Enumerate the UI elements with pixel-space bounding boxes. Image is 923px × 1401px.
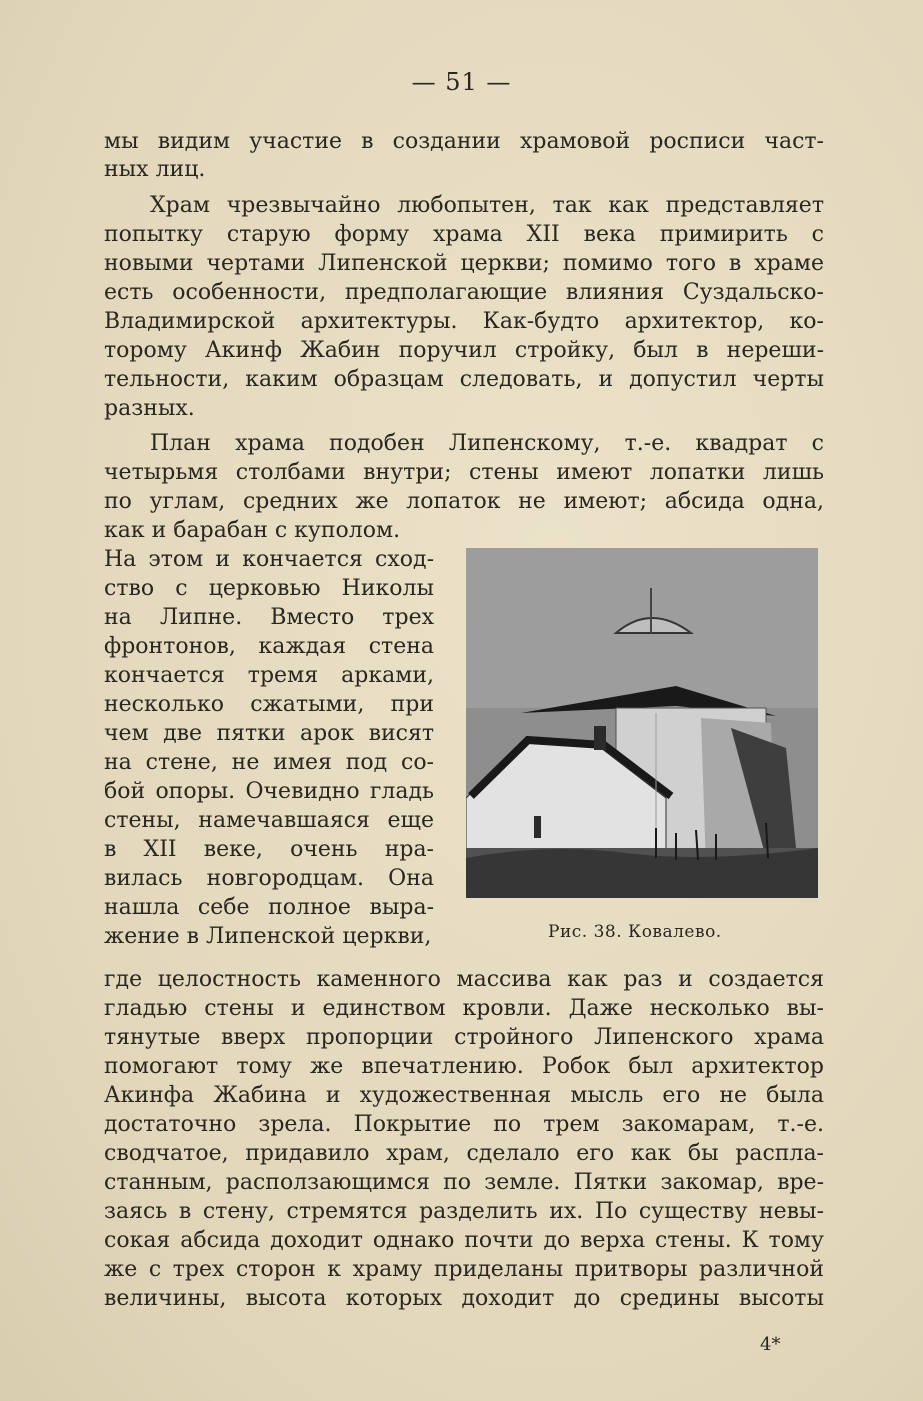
figure-caption: Рис. 38. Ковалево.	[548, 922, 722, 942]
text-line: по углам, средних же лопаток не имеют; абсида одна,	[104, 489, 824, 514]
text-line: Владимирской архитектуры. Как-будто архитектор, ко-	[104, 309, 824, 334]
text-line: где целостность каменного массива как раз и создается	[104, 967, 824, 992]
church-photograph	[466, 548, 818, 898]
text-line: На этом и кончается сход-	[104, 547, 434, 572]
text-line: на стене, не имея под со-	[104, 750, 434, 775]
text-line: Акинфа Жабина и художественная мысль его не была	[104, 1083, 824, 1108]
text-line: ных лиц.	[104, 157, 206, 182]
text-line: стены, намечавшаяся еще	[104, 808, 434, 833]
text-line: на Липне. Вместо трех	[104, 605, 434, 630]
page-number: — 51 —	[411, 68, 512, 96]
text-line: сводчатое, придавило храм, сделало его как бы распла-	[104, 1141, 824, 1166]
text-line: же с трех сторон к храму приделаны притворы различной	[104, 1257, 824, 1282]
text-line: План храма подобен Липенскому, т.-е. квадрат с	[150, 431, 824, 456]
text-line: несколько сжатыми, при	[104, 692, 434, 717]
text-line: торому Акинф Жабин поручил стройку, был в нереши-	[104, 338, 824, 363]
signature-mark: 4*	[760, 1334, 781, 1355]
text-line: тянутые вверх пропорции стройного Липенского храма	[104, 1025, 824, 1050]
text-line: сокая абсида доходит однако почти до верха стены. К тому	[104, 1228, 824, 1253]
text-line: есть особенности, предполагающие влияния Суздальско-	[104, 280, 824, 305]
text-line: ство с церковью Николы	[104, 576, 434, 601]
text-line: попытку старую форму храма XII века примирить с	[104, 222, 824, 247]
text-line: тельности, каким образцам следовать, и допустил черты	[104, 367, 824, 392]
text-line: вилась новгородцам. Она	[104, 866, 434, 891]
text-line: гладью стены и единством кровли. Даже несколько вы-	[104, 996, 824, 1021]
text-line: бой опоры. Очевидно гладь	[104, 779, 434, 804]
text-line: помогают тому же впечатлению. Робок был архитектор	[104, 1054, 824, 1079]
text-line: кончается тремя арками,	[104, 663, 434, 688]
church-illustration	[466, 548, 818, 898]
text-line: Храм чрезвычайно любопытен, так как представляет	[150, 193, 824, 218]
text-line: разных.	[104, 396, 195, 421]
text-line: фронтонов, каждая стена	[104, 634, 434, 659]
text-line: четырьмя столбами внутри; стены имеют лопатки лишь	[104, 460, 824, 485]
text-line: как и барабан с куполом.	[104, 518, 401, 543]
text-line: достаточно зрела. Покрытие по трем закомарам, т.-е.	[104, 1112, 824, 1137]
text-line: нашла себе полное выра-	[104, 895, 434, 920]
text-line: величины, высота которых доходит до средины высоты	[104, 1286, 824, 1311]
text-line: мы видим участие в создании храмовой росписи част-	[104, 129, 824, 154]
text-line: станным, расползающимся по земле. Пятки закомар, вре-	[104, 1170, 824, 1195]
text-line: в XII веке, очень нра-	[104, 837, 434, 862]
text-line: чем две пятки арок висят	[104, 721, 434, 746]
text-line: заясь в стену, стремятся разделить их. По существу невы-	[104, 1199, 824, 1224]
text-line: жение в Липенской церкви,	[104, 924, 432, 949]
text-line: новыми чертами Липенской церкви; помимо того в храме	[104, 251, 824, 276]
